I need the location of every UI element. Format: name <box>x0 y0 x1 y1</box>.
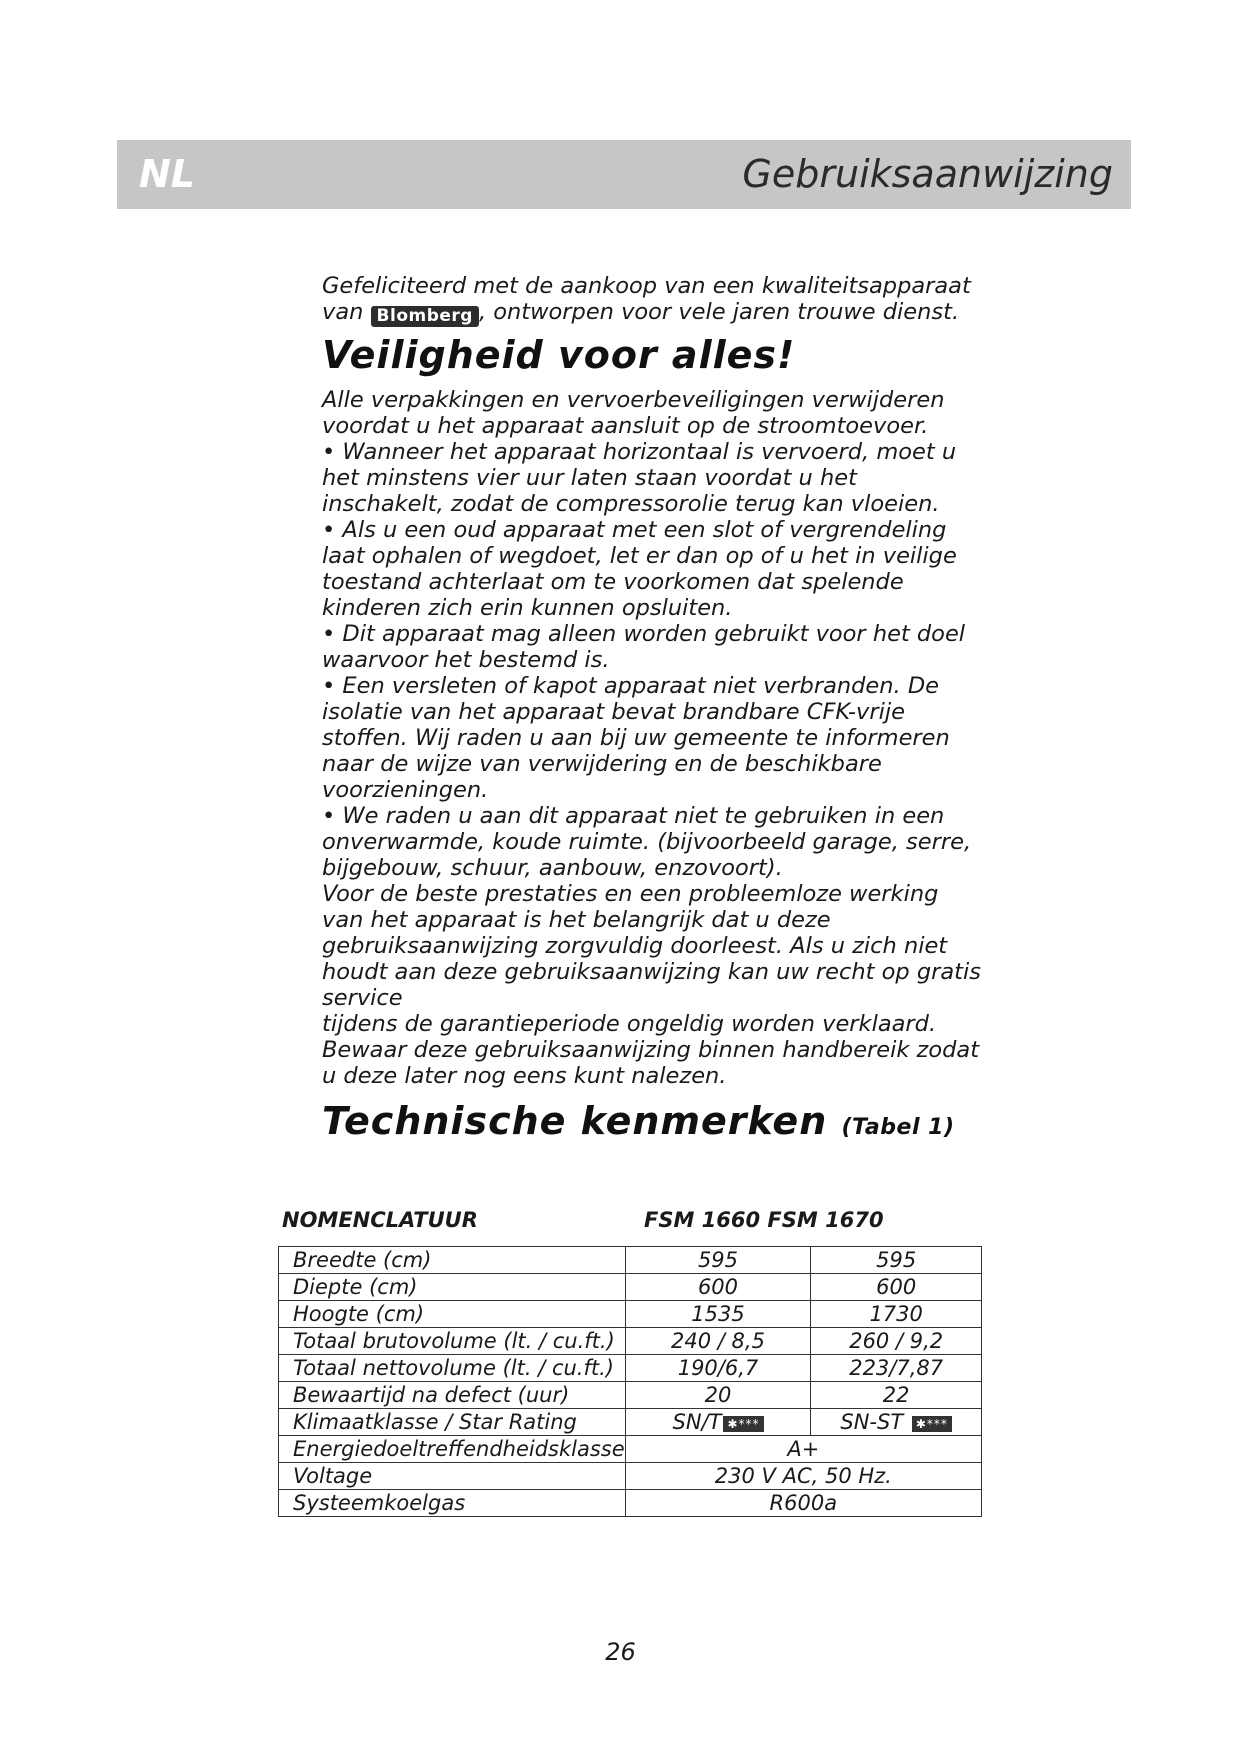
climate-class: SN-ST <box>840 1410 904 1434</box>
safety-paragraph: • Dit apparaat mag alleen worden gebruikt voor het doel waarvoor het bestemd is. <box>322 621 966 673</box>
value-fsm1660: 600 <box>625 1274 811 1301</box>
technical-heading <box>322 1099 982 1143</box>
table-row <box>279 1436 982 1463</box>
table-row <box>279 1409 982 1436</box>
safety-paragraph: • Een versleten of kapot apparaat niet verbranden. De isolatie van het apparaat bevat brandbare CFK-vrije stoffen. Wij raden u aan bij uw gemeente te informeren naar de wijze van verwijdering en de beschikbare voorzieningen. <box>322 673 950 803</box>
safety-paragraph: • Wanneer het apparaat horizontaal is vervoerd, moet u het minstens vier uur laten staan voordat u het inschakelt, zodat de compressorolie terug kan vloeien. <box>322 439 957 517</box>
value-fsm1660: 240 / 8,5 <box>625 1328 811 1355</box>
table-row <box>279 1355 982 1382</box>
safety-paragraph: Bewaar deze gebruiksaanwijzing binnen handbereik zodat u deze later nog eens kunt nalezen. <box>322 1037 980 1089</box>
row-label: Breedte (cm) <box>279 1247 626 1274</box>
value-fsm1670 <box>811 1409 982 1436</box>
row-label: Energiedoeltreffendheidsklasse <box>279 1436 626 1463</box>
table-row <box>279 1382 982 1409</box>
table-row <box>279 1490 982 1517</box>
value-fsm1670: 223/7,87 <box>811 1355 982 1382</box>
value-shared: 230 V AC, 50 Hz. <box>625 1463 981 1490</box>
safety-text <box>322 387 982 1089</box>
table-row <box>279 1274 982 1301</box>
safety-paragraph: • We raden u aan dit apparaat niet te gebruiken in een onverwarmde, koude ruimte. (bijvoorbeeld garage, serre, bijgebouw, schuur, aanbouw, enzovoort). <box>322 803 972 881</box>
value-shared: R600a <box>625 1490 981 1517</box>
language-code: NL <box>139 152 196 196</box>
intro-line-1: Gefeliciteerd met de aankoop van een kwaliteitsapparaat <box>322 273 971 299</box>
table-row <box>279 1247 982 1274</box>
value-fsm1670: 22 <box>811 1382 982 1409</box>
table-row <box>279 1463 982 1490</box>
row-label: Totaal nettovolume (lt. / cu.ft.) <box>279 1355 626 1382</box>
page-number: 26 <box>605 1638 636 1666</box>
value-fsm1660: 595 <box>625 1247 811 1274</box>
intro-line-2-prefix: van <box>322 299 364 325</box>
value-fsm1670: 260 / 9,2 <box>811 1328 982 1355</box>
spec-table <box>278 1246 982 1517</box>
table-row <box>279 1301 982 1328</box>
star-rating-icon: ✱*** <box>912 1416 952 1432</box>
value-fsm1660: 190/6,7 <box>625 1355 811 1382</box>
value-fsm1670: 595 <box>811 1247 982 1274</box>
model-names: FSM 1660 FSM 1670 <box>644 1208 884 1232</box>
row-label: Systeemkoelgas <box>279 1490 626 1517</box>
row-label: Bewaartijd na defect (uur) <box>279 1382 626 1409</box>
value-fsm1660: 1535 <box>625 1301 811 1328</box>
intro-line-2-suffix: , ontworpen voor vele jaren trouwe dienst. <box>478 299 960 325</box>
technical-subheading: (Tabel 1) <box>841 1115 955 1140</box>
climate-class: SN/T <box>672 1410 722 1434</box>
blomberg-logo: Blomberg <box>371 306 479 327</box>
value-shared: A+ <box>625 1436 981 1463</box>
row-label: Klimaatklasse / Star Rating <box>279 1409 626 1436</box>
spec-table-header <box>282 1208 982 1238</box>
safety-heading: Veiligheid voor alles! <box>322 333 796 377</box>
safety-paragraph: Alle verpakkingen en vervoerbeveiligingen verwijderen voordat u het apparaat aansluit op de stroomtoevoer. <box>322 387 945 439</box>
safety-paragraph: tijdens de garantieperiode ongeldig worden verklaard. <box>322 1011 937 1037</box>
technical-heading-text: Technische kenmerken <box>322 1099 828 1143</box>
main-content <box>322 273 982 1143</box>
star-rating-icon: ✱*** <box>723 1416 763 1432</box>
page-title: Gebruiksaanwijzing <box>742 152 1113 196</box>
row-label: Hoogte (cm) <box>279 1301 626 1328</box>
row-label: Diepte (cm) <box>279 1274 626 1301</box>
page-header <box>117 140 1131 209</box>
safety-paragraph: Voor de beste prestaties en een probleemloze werking van het apparaat is het belangrijk dat u deze gebruiksaanwijzing zorgvuldig doorleest. Als u zich niet houdt aan deze gebruiksaanwijzing kan uw recht op gratis service <box>322 881 981 1011</box>
value-fsm1670: 1730 <box>811 1301 982 1328</box>
safety-paragraph: • Als u een oud apparaat met een slot of vergrendeling laat ophalen of wegdoet, let er dan op of u het in veilige toestand achterlaat om te voorkomen dat spelende kinderen zich erin kunnen opsluiten. <box>322 517 957 621</box>
value-fsm1660: 20 <box>625 1382 811 1409</box>
value-fsm1660 <box>625 1409 811 1436</box>
table-row <box>279 1328 982 1355</box>
intro-text <box>322 273 982 327</box>
value-fsm1670: 600 <box>811 1274 982 1301</box>
row-label: Voltage <box>279 1463 626 1490</box>
row-label: Totaal brutovolume (lt. / cu.ft.) <box>279 1328 626 1355</box>
nomenclature-label: NOMENCLATUUR <box>282 1208 478 1232</box>
